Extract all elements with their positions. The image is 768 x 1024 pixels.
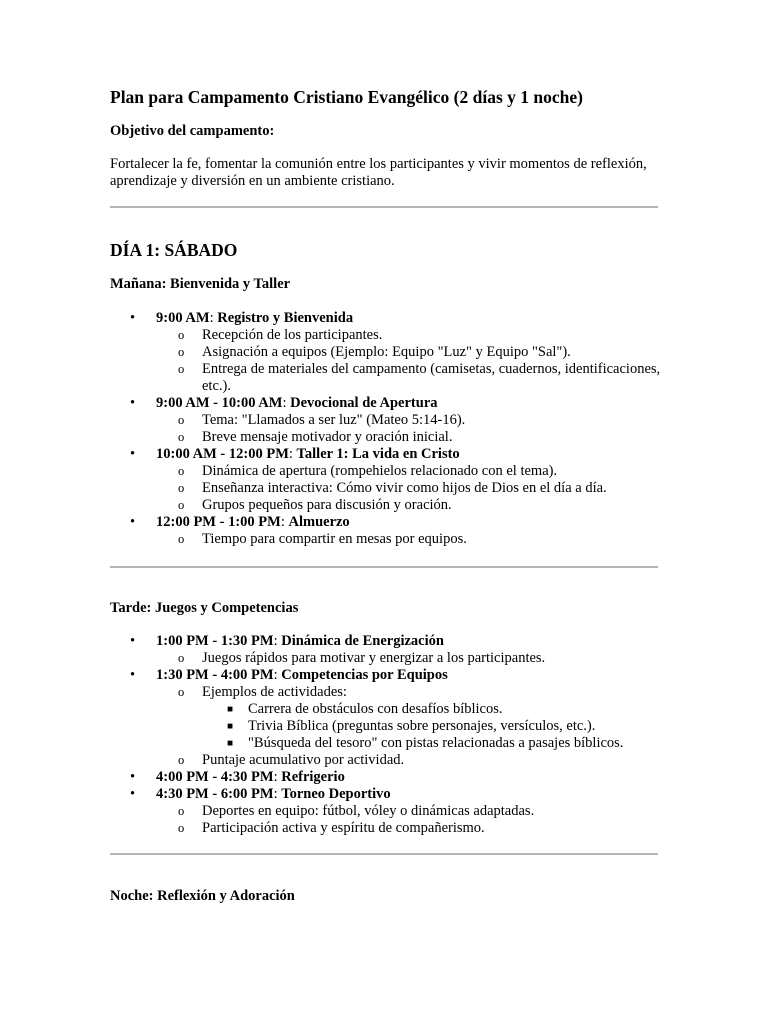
circle-bullet-icon: o xyxy=(178,651,185,665)
item-time: 10:00 AM - 12:00 PM xyxy=(156,446,289,462)
circle-bullet-icon: o xyxy=(178,345,185,359)
item-time: 9:00 AM - 10:00 AM xyxy=(156,395,283,411)
list-item: o Entrega de materiales del campamento (camisetas, cuadernos, identificaciones, etc.). xyxy=(178,361,661,394)
circle-bullet-icon: o xyxy=(178,821,185,835)
item-time: 4:00 PM - 4:30 PM xyxy=(156,769,274,785)
list-item: ■ "Búsqueda del tesoro" con pistas relacionadas a pasajes bíblicos. xyxy=(227,735,624,751)
divider xyxy=(110,566,658,568)
list-item: o Recepción de los participantes. xyxy=(178,327,383,343)
list-item: • 9:00 AM: Registro y Bienvenida o Recepción de los participantes. o Asignación a equipos (Ejemplo: Equipo "Luz" y Equipo "Sal"). o Entrega de materiales del campamento (camisetas, cuadernos, identificaciones, etc.). xyxy=(110,310,670,395)
circle-bullet-icon: o xyxy=(178,413,185,427)
list-item: o Tema: "Llamados a ser luz" (Mateo 5:14-16). xyxy=(178,412,466,428)
item-time: 12:00 PM - 1:00 PM xyxy=(156,514,281,530)
item-time: 9:00 AM xyxy=(156,310,210,326)
bullet-icon: • xyxy=(130,786,136,802)
item-name: Registro y Bienvenida xyxy=(217,310,354,326)
item-time: 1:30 PM - 4:00 PM xyxy=(156,667,274,683)
item-name: Taller 1: La vida en Cristo xyxy=(296,446,460,462)
list-item: o Enseñanza interactiva: Cómo vivir como hijos de Dios en el día a día. xyxy=(178,480,607,496)
bullet-icon: • xyxy=(130,446,136,462)
circle-bullet-icon: o xyxy=(178,328,185,342)
square-bullet-icon: ■ xyxy=(227,721,234,732)
afternoon-schedule-list xyxy=(110,633,670,837)
circle-bullet-icon: o xyxy=(178,685,185,699)
item-name: Dinámica de Energización xyxy=(281,633,444,649)
afternoon-heading: Tarde: Juegos y Competencias xyxy=(110,600,299,616)
list-item: o Puntaje acumulativo por actividad. xyxy=(178,752,405,768)
circle-bullet-icon: o xyxy=(178,804,185,818)
list-item: • 10:00 AM - 12:00 PM: Taller 1: La vida en Cristo o Dinámica de apertura (rompehielos relacionado con el tema). o Enseñanza interactiva: Cómo vivir como hijos de Dios en el día a día. o Grupos pequeños para discusión y oración. xyxy=(110,446,670,514)
day1-heading: DÍA 1: SÁBADO xyxy=(110,240,238,260)
divider xyxy=(110,206,658,208)
item-name: Devocional de Apertura xyxy=(290,395,438,411)
objective-text: Fortalecer la fe, fomentar la comunión entre los participantes y vivir momentos de reflexión, aprendizaje y diversión en un ambiente cristiano. xyxy=(110,156,647,189)
document-title: Plan para Campamento Cristiano Evangélico (2 días y 1 noche) xyxy=(110,87,583,107)
square-bullet-icon: ■ xyxy=(227,738,234,749)
list-item: • 9:00 AM - 10:00 AM: Devocional de Apertura o Tema: "Llamados a ser luz" (Mateo 5:14-16). o Breve mensaje motivador y oración inicial. xyxy=(110,395,670,446)
list-item: ■ Trivia Bíblica (preguntas sobre personajes, versículos, etc.). xyxy=(227,718,596,734)
divider xyxy=(110,853,658,855)
list-item: • 12:00 PM - 1:00 PM: Almuerzo o Tiempo para compartir en mesas por equipos. xyxy=(110,514,670,548)
list-item: o Dinámica de apertura (rompehielos relacionado con el tema). xyxy=(178,463,558,479)
list-item: o Deportes en equipo: fútbol, vóley o dinámicas adaptadas. xyxy=(178,803,535,819)
morning-heading: Mañana: Bienvenida y Taller xyxy=(110,276,291,292)
item-name: Torneo Deportivo xyxy=(281,786,391,802)
square-bullet-icon: ■ xyxy=(227,704,234,715)
item-name: Competencias por Equipos xyxy=(281,667,448,683)
morning-schedule-list xyxy=(110,310,670,548)
list-item: • 1:00 PM - 1:30 PM: Dinámica de Energización o Juegos rápidos para motivar y energizar a los participantes. xyxy=(110,633,670,667)
list-item: o Participación activa y espíritu de compañerismo. xyxy=(178,820,485,836)
item-name: Refrigerio xyxy=(281,769,345,785)
circle-bullet-icon: o xyxy=(178,481,185,495)
bullet-icon: • xyxy=(130,667,136,683)
item-time: 4:30 PM - 6:00 PM xyxy=(156,786,274,802)
objective-heading: Objetivo del campamento: xyxy=(110,123,275,139)
list-item: o Breve mensaje motivador y oración inicial. xyxy=(178,429,453,445)
circle-bullet-icon: o xyxy=(178,430,185,444)
item-time: 1:00 PM - 1:30 PM xyxy=(156,633,274,649)
list-item: o Ejemplos de actividades: ■ Carrera de obstáculos con desafíos bíblicos. ■ Trivia Bíblica (preguntas sobre personajes, versículos, etc.). ■ "Búsqueda del tesoro" con pistas relacionadas a pasajes bíblicos. xyxy=(156,684,670,752)
bullet-icon: • xyxy=(130,395,136,411)
circle-bullet-icon: o xyxy=(178,362,185,376)
list-item: ■ Carrera de obstáculos con desafíos bíblicos. xyxy=(227,701,503,717)
night-heading: Noche: Reflexión y Adoración xyxy=(110,888,295,904)
circle-bullet-icon: o xyxy=(178,532,185,546)
list-item: o Grupos pequeños para discusión y oración. xyxy=(178,497,452,513)
circle-bullet-icon: o xyxy=(178,464,185,478)
list-item: • 1:30 PM - 4:00 PM: Competencias por Equipos o Ejemplos de actividades: ■ Carrera de obstáculos con desafíos bíblicos. ■ Trivia Bíblica (preguntas sobre personajes, versículos, etc.). ■ "Búsqueda del tesoro" con pistas relacionadas a pasajes bíblicos. o Puntaje acumulativo por actividad. xyxy=(110,667,670,769)
bullet-icon: • xyxy=(130,514,136,530)
list-item: o Tiempo para compartir en mesas por equipos. xyxy=(178,531,467,547)
item-name: Almuerzo xyxy=(288,514,350,530)
bullet-icon: • xyxy=(130,769,136,785)
bullet-icon: • xyxy=(130,310,136,326)
bullet-icon: • xyxy=(130,633,136,649)
list-item: • 4:00 PM - 4:30 PM: Refrigerio xyxy=(130,769,345,785)
circle-bullet-icon: o xyxy=(178,498,185,512)
list-item: • 4:30 PM - 6:00 PM: Torneo Deportivo o Deportes en equipo: fútbol, vóley o dinámicas adaptadas. o Participación activa y espíritu de compañerismo. xyxy=(110,786,670,837)
circle-bullet-icon: o xyxy=(178,753,185,767)
list-item: o Asignación a equipos (Ejemplo: Equipo "Luz" y Equipo "Sal"). xyxy=(178,344,571,360)
list-item: o Juegos rápidos para motivar y energizar a los participantes. xyxy=(178,650,546,666)
